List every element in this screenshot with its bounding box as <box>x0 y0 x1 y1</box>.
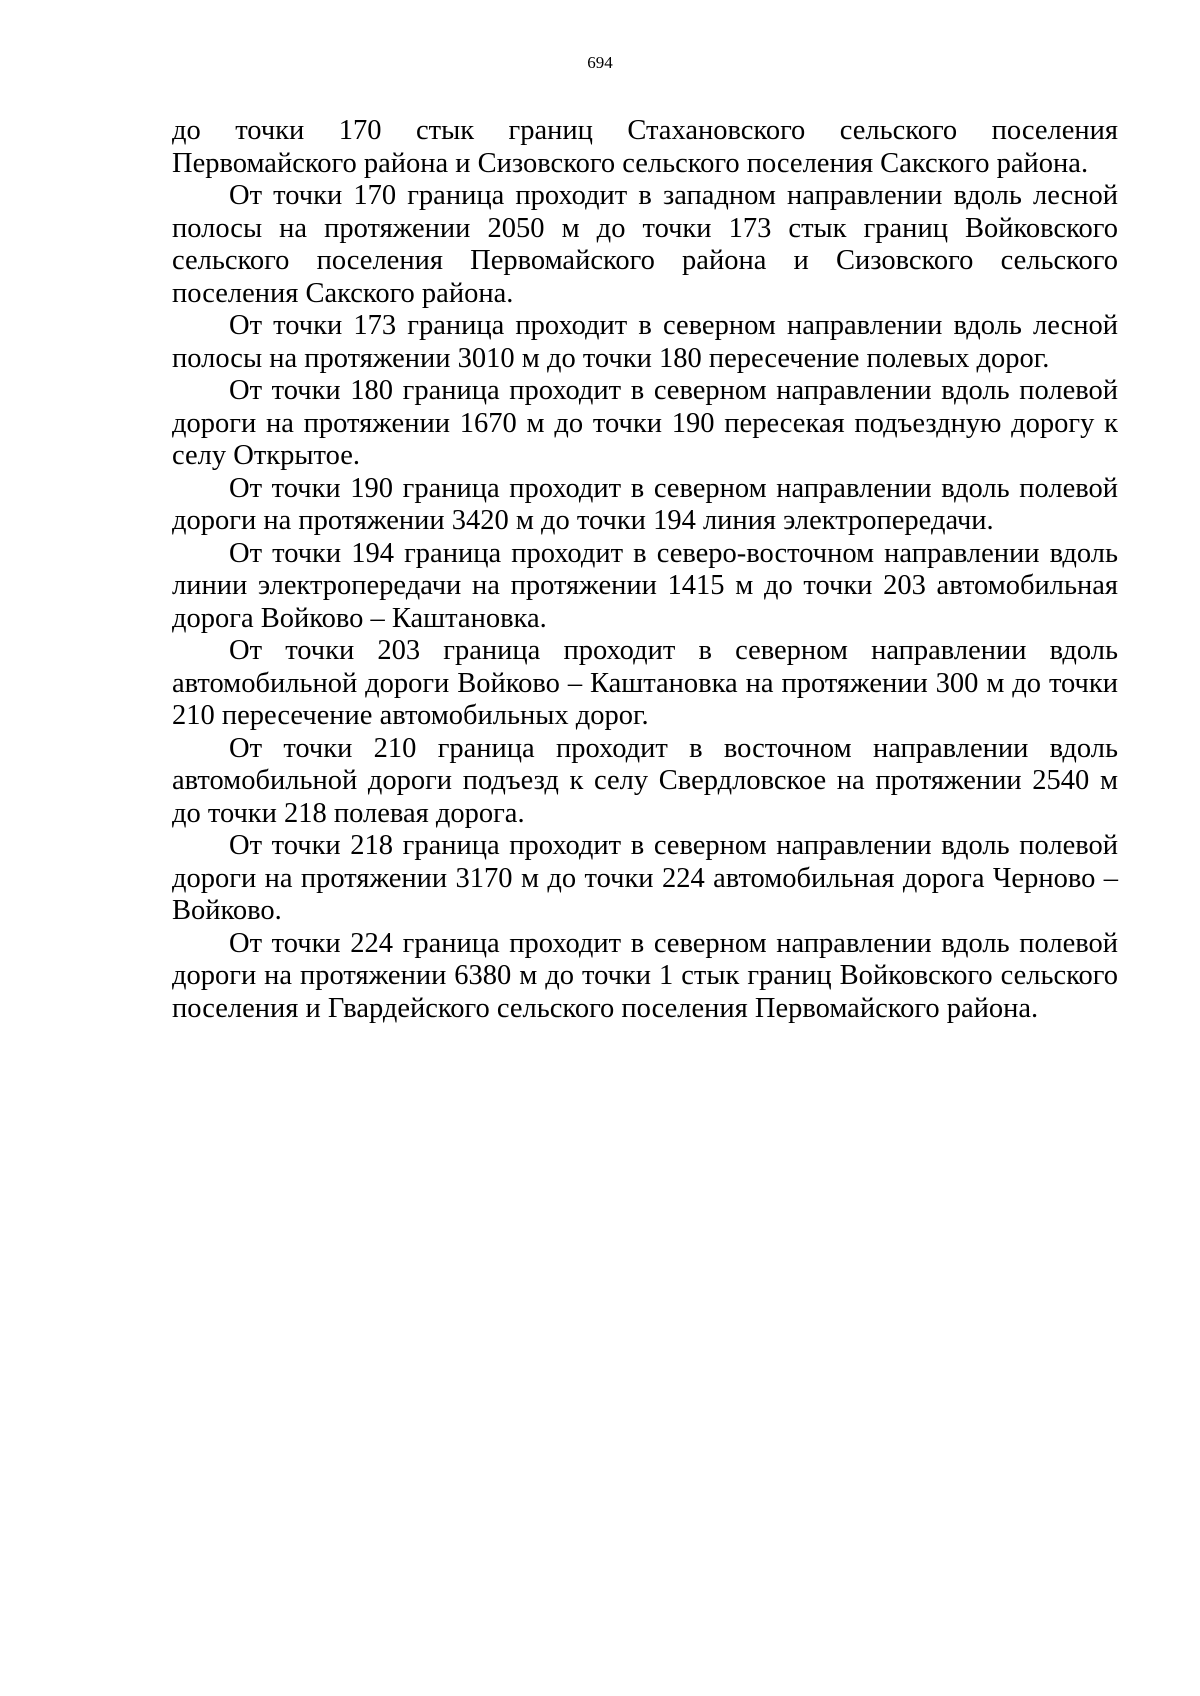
paragraph-10: От точки 224 граница проходит в северном направлении вдоль полевой дороги на протяжении 6380 м до точки 1 стык границ Войковского сельского поселения и Гвардейского сельского поселения Первомайского района. <box>172 927 1118 1024</box>
paragraph-4: От точки 180 граница проходит в северном направлении вдоль полевой дороги на протяжении 1670 м до точки 190 пересекая подъездную дорогу к селу Открытое. <box>172 375 1118 471</box>
paragraph-7: От точки 203 граница проходит в северном направлении вдоль автомобильной дороги Войково – Каштановка на протяжении 300 м до точки 210 пересечение автомобильных дорог. <box>172 635 1118 731</box>
paragraph-9: От точки 218 граница проходит в северном направлении вдоль полевой дороги на протяжении 3170 м до точки 224 автомобильная дорога Черново – Войково. <box>172 830 1118 926</box>
paragraph-2: От точки 170 граница проходит в западном направлении вдоль лесной полосы на протяжении 2050 м до точки 173 стык границ Войковского сельского поселения Первомайского района и Сизовского сельского поселения Сакского района. <box>172 180 1118 309</box>
paragraph-8: От точки 210 граница проходит в восточном направлении вдоль автомобильной дороги подъезд к селу Свердловское на протяжении 2540 м до точки 218 полевая дорога. <box>172 732 1118 829</box>
paragraph-3: От точки 173 граница проходит в северном направлении вдоль лесной полосы на протяжении 3010 м до точки 180 пересечение полевых дорог. <box>172 310 1118 374</box>
paragraph-6: От точки 194 граница проходит в северо-восточном направлении вдоль линии электропередачи на протяжении 1415 м до точки 203 автомобильная дорога Войково – Каштановка. <box>172 537 1118 634</box>
document-body <box>172 115 1118 1025</box>
page-number: 694 <box>587 53 613 72</box>
paragraph-5: От точки 190 граница проходит в северном направлении вдоль полевой дороги на протяжении 3420 м до точки 194 линия электропередачи. <box>172 472 1118 536</box>
paragraph-1: до точки 170 стык границ Стахановского сельского поселения Первомайского района и Сизовского сельского поселения Сакского района. <box>172 115 1118 179</box>
